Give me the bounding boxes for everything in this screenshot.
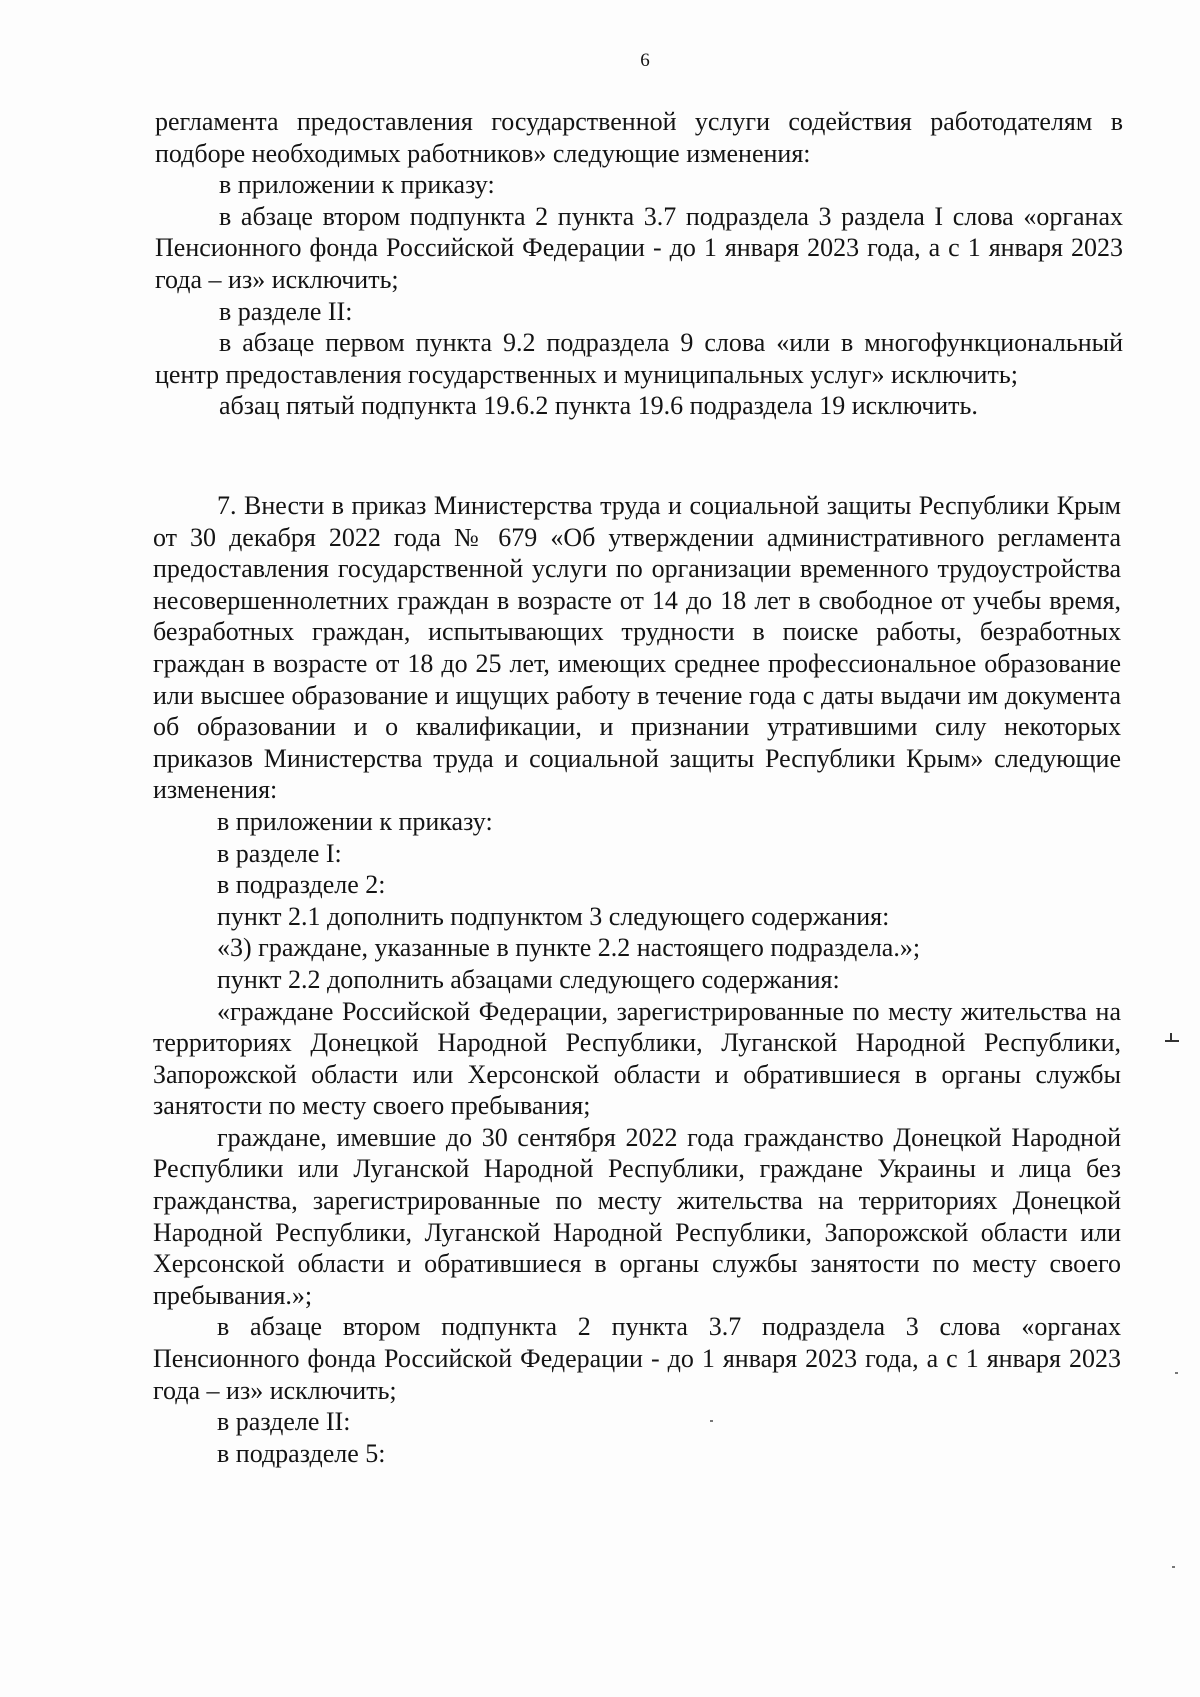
- paragraph: в разделе I:: [217, 838, 342, 868]
- paragraph: в разделе II:: [219, 296, 353, 326]
- paragraph: в приложении к приказу:: [219, 170, 495, 200]
- paragraph: в подразделе 5:: [217, 1438, 386, 1468]
- scan-speck: [1172, 1566, 1175, 1568]
- paragraph: в приложении к приказу:: [217, 806, 493, 836]
- paragraph: пункт 2.1 дополнить подпунктом 3 следующего содержания:: [217, 901, 890, 931]
- paragraph: абзац пятый подпункта 19.6.2 пункта 19.6 подраздела 19 исключить.: [219, 391, 978, 421]
- amendments-block-6: [155, 106, 1123, 422]
- paragraph: в подразделе 2:: [217, 870, 386, 900]
- paragraph: регламента предоставления государственной услуги содействия работодателям в подборе необходимых работников» следующие изменения:: [155, 107, 1123, 168]
- page-number: 6: [640, 50, 650, 71]
- paragraph: в абзаце втором подпункта 2 пункта 3.7 подраздела 3 слова «органах Пенсионного фонда Российской Федерации - до 1 января 2023 года, а с 1 января 2023 года – из» исключить;: [153, 1312, 1121, 1405]
- margin-mark: [1165, 1040, 1179, 1042]
- margin-mark-tick: [1170, 1033, 1172, 1042]
- scan-speck: [710, 1420, 713, 1422]
- amendments-block-7: [153, 490, 1121, 1469]
- paragraph: «3) граждане, указанные в пункте 2.2 настоящего подраздела.»;: [217, 933, 921, 963]
- paragraph: «граждане Российской Федерации, зарегистрированные по месту жительства на территориях Донецкой Народной Республики, Луганской Народной Республики, Запорожской области или Херсонской области и обратившиеся в органы службы занятости по месту своего пребывания;: [153, 996, 1121, 1121]
- paragraph: граждане, имевшие до 30 сентября 2022 года гражданство Донецкой Народной Республики или Луганской Народной Республики, граждане Украины и лица без гражданства, зарегистрированные по месту жительства на территориях Донецкой Народной Республики, Луганской Народной Республики, Запорожской области или Херсонской области и обратившиеся в органы службы занятости по месту своего пребывания.»;: [153, 1122, 1121, 1310]
- paragraph: в разделе II:: [217, 1407, 351, 1437]
- paragraph: в абзаце втором подпункта 2 пункта 3.7 подраздела 3 раздела I слова «органах Пенсионного фонда Российской Федерации - до 1 января 2023 года, а с 1 января 2023 года – из» исключить;: [155, 201, 1123, 294]
- paragraph: пункт 2.2 дополнить абзацами следующего содержания:: [217, 964, 840, 994]
- paragraph: в абзаце первом пункта 9.2 подраздела 9 слова «или в многофункциональный центр предоставления государственных и муниципальных услуг» исключить;: [155, 328, 1123, 389]
- scan-speck: [1175, 1372, 1178, 1374]
- paragraph: 7. Внести в приказ Министерства труда и социальной защиты Республики Крым от 30 декабря 2022 года № 679 «Об утверждении административного регламента предоставления государственной услуги по организации временного трудоустройства несовершеннолетних граждан в возрасте от 14 до 18 лет в свободное от учебы время, безработных граждан, испытывающих трудности в поиске работы, безработных граждан в возрасте от 18 до 25 лет, имеющих среднее профессиональное образование или высшее образование и ищущих работу в течение года с даты выдачи им документа об образовании и о квалификации, и признании утратившими силу некоторых приказов Министерства труда и социальной защиты Республики Крым» следующие изменения:: [153, 491, 1121, 805]
